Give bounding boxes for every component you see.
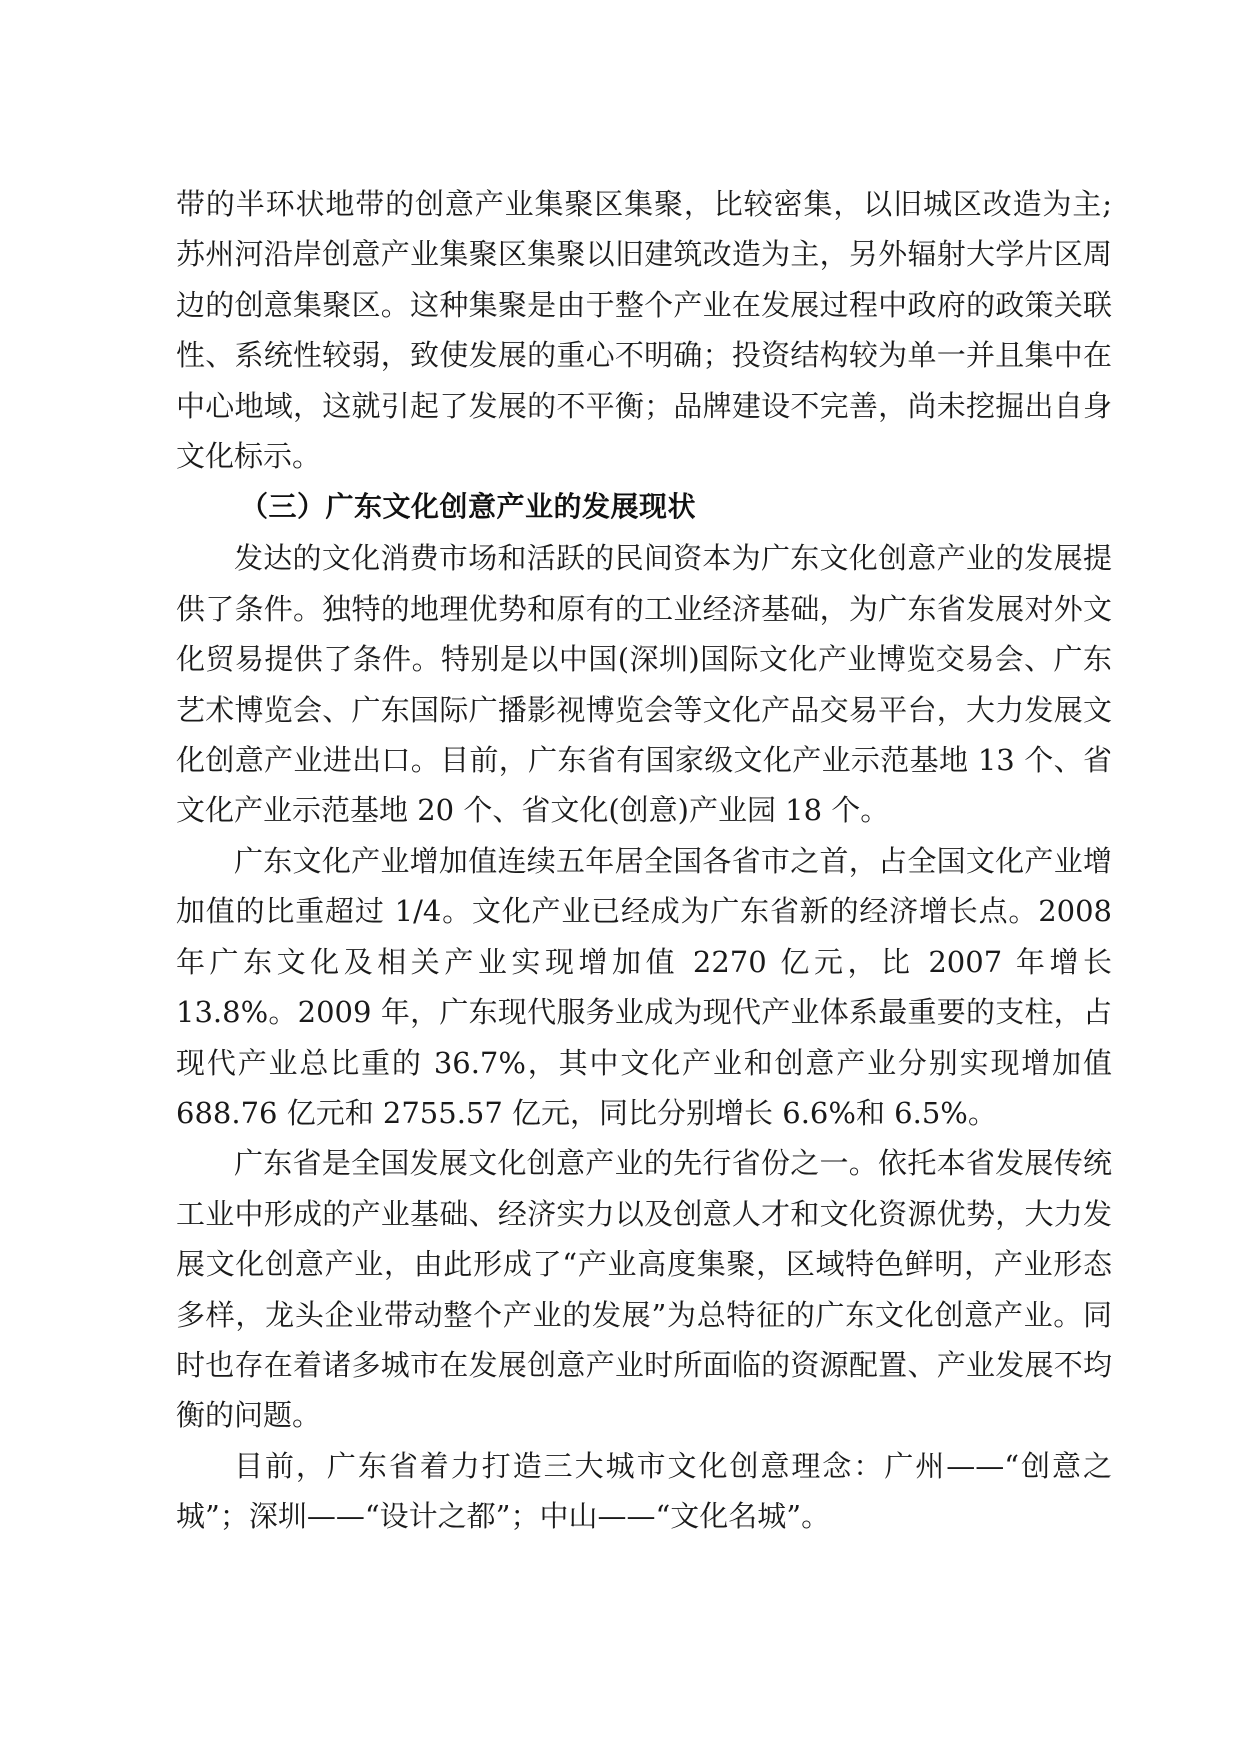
paragraph: 广东省是全国发展文化创意产业的先行省份之一。依托本省发展传统工业中形成的产业基础、经济实力以及创意人才和文化资源优势，大力发展文化创意产业，由此形成了“产业高度集聚，区域特色鲜明，产业形态多样，龙头企业带动整个产业的发展”为总特征的广东文化创意产业。同时也存在着诸多城市在发展创意产业时所面临的资源配置、产业发展不均衡的问题。 <box>176 1146 1112 1433</box>
paragraph-continued: 带的半环状地带的创意产业集聚区集聚，比较密集，以旧城区改造为主;苏州河沿岸创意产业集聚区集聚以旧建筑改造为主，另外辐射大学片区周边的创意集聚区。这种集聚是由于整个产业在发展过程中政府的政策关联性、系统性较弱，致使发展的重心不明确；投资结构较为单一并且集中在中心地域，这就引起了发展的不平衡；品牌建设不完善，尚未挖掘出自身文化标示。 <box>176 187 1112 474</box>
paragraph: 目前，广东省着力打造三大城市文化创意理念：广州——“创意之城”；深圳——“设计之都”；中山——“文化名城”。 <box>176 1448 1112 1534</box>
paragraph: 发达的文化消费市场和活跃的民间资本为广东文化创意产业的发展提供了条件。独特的地理优势和原有的工业经济基础，为广东省发展对外文化贸易提供了条件。特别是以中国(深圳)国际文化产业博览交易会、广东艺术博览会、广东国际广播影视博览会等文化产品交易平台，大力发展文化创意产业进出口。目前，广东省有国家级文化产业示范基地 13 个、省文化产业示范基地 20 个、省文化(创意)产业园 18 个。 <box>176 541 1112 828</box>
section-heading: （三）广东文化创意产业的发展现状 <box>240 490 697 524</box>
paragraph: 广东文化产业增加值连续五年居全国各省市之首，占全国文化产业增加值的比重超过 1/4。文化产业已经成为广东省新的经济增长点。2008 年广东文化及相关产业实现增加值 2270 亿元，比 2007 年增长 13.8%。2009 年，广东现代服务业成为现代产业体系最重要的支柱，占现代产业总比重的 36.7%，其中文化产业和创意产业分别实现增加值 688.76 亿元和 2755.57 亿元，同比分别增长 6.6%和 6.5%。 <box>176 843 1112 1130</box>
document-body <box>176 179 1112 1542</box>
